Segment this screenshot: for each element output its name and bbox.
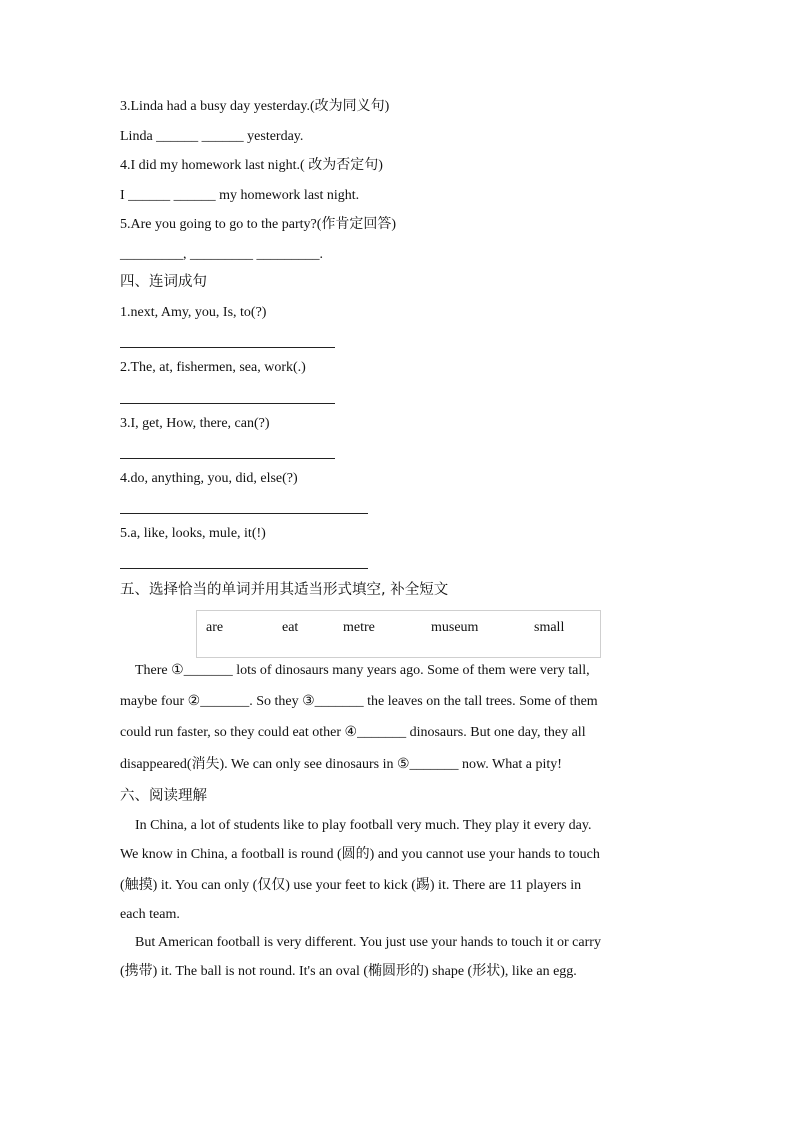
answer-line-5: _________, _________ _________.	[120, 247, 323, 262]
question-3: 3.Linda had a busy day yesterday.(改为同义句)	[120, 99, 390, 114]
passage-line: could run faster, so they could eat other ④_______ dinosaurs. But one day, they all	[120, 725, 586, 740]
answer-rule	[120, 568, 368, 569]
question-5: 5.Are you going to go to the party?(作肯定回答)	[120, 217, 397, 232]
passage-line: maybe four ②_______. So they ③_______ the leaves on the tall trees. Some of them	[120, 694, 598, 709]
reading-line: (携带) it. The ball is not round. It's an oval (椭圆形的) shape (形状), like an egg.	[120, 964, 577, 979]
word-bank-item: eat	[282, 620, 299, 635]
section-heading-4: 四、连词成句	[120, 274, 207, 290]
word-bank	[196, 610, 601, 658]
list-item: 2.The, at, fishermen, sea, work(.)	[120, 360, 306, 375]
list-item: 5.a, like, looks, mule, it(!)	[120, 526, 266, 541]
reading-line: (触摸) it. You can only (仅仅) use your feet to kick (踢) it. There are 11 players in	[120, 878, 582, 893]
list-item: 1.next, Amy, you, Is, to(?)	[120, 305, 267, 320]
answer-rule	[120, 347, 335, 348]
word-bank-item: metre	[343, 620, 375, 635]
reading-line: each team.	[120, 907, 180, 922]
list-item: 4.do, anything, you, did, else(?)	[120, 471, 298, 486]
word-bank-item: museum	[431, 620, 479, 635]
answer-rule	[120, 403, 335, 404]
passage-line: There ①_______ lots of dinosaurs many years ago. Some of them were very tall,	[135, 663, 590, 678]
question-4: 4.I did my homework last night.( 改为否定句)	[120, 158, 383, 173]
reading-line: But American football is very different. You just use your hands to touch it or carry	[135, 935, 601, 950]
word-bank-item: are	[206, 620, 224, 635]
answer-line-3: Linda ______ ______ yesterday.	[120, 129, 304, 144]
section-heading-6: 六、阅读理解	[120, 788, 207, 804]
list-item: 3.I, get, How, there, can(?)	[120, 416, 270, 431]
section-heading-5: 五、选择恰当的单词并用其适当形式填空, 补全短文	[120, 582, 449, 598]
answer-rule	[120, 458, 335, 459]
passage-line: disappeared(消失). We can only see dinosaurs in ⑤_______ now. What a pity!	[120, 757, 562, 772]
word-bank-item: small	[534, 620, 565, 635]
answer-line-4: I ______ ______ my homework last night.	[120, 188, 360, 203]
reading-line: We know in China, a football is round (圆的) and you cannot use your hands to touch	[120, 847, 600, 862]
reading-line: In China, a lot of students like to play football very much. They play it every day.	[135, 818, 592, 833]
answer-rule	[120, 513, 368, 514]
